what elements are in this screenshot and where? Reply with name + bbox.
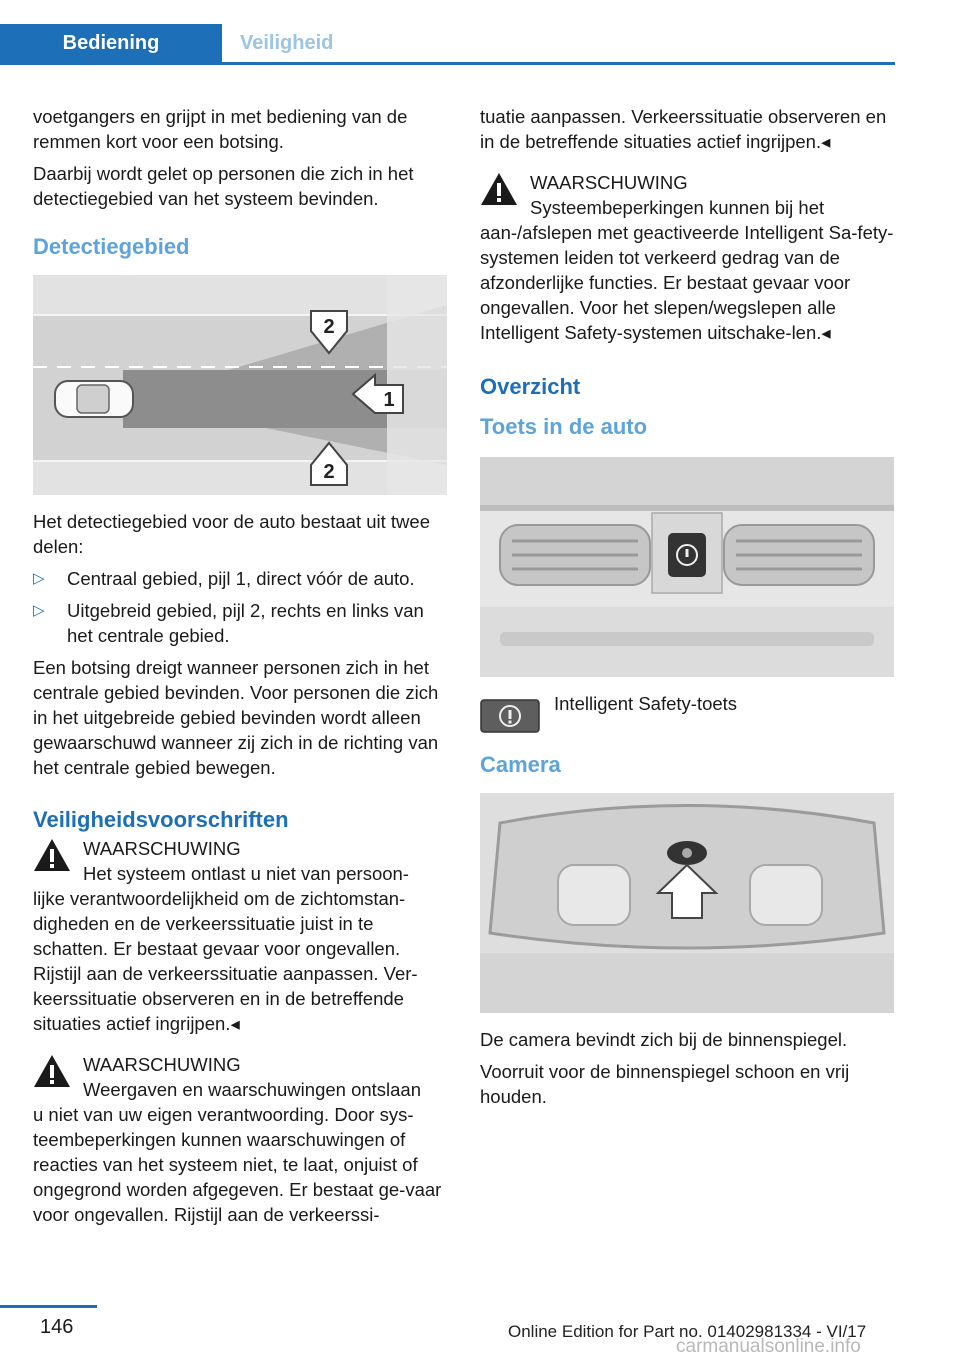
paragraph: De camera bevindt zich bij de binnenspiegel.	[480, 1029, 848, 1050]
tab-bediening[interactable]: Bediening	[0, 24, 222, 62]
watermark: carmanualsonline.info	[676, 1336, 861, 1357]
air-vent-left	[500, 525, 650, 585]
triangle-bullet-icon: ▷	[33, 570, 45, 587]
warning-text: Het systeem ontlast u niet van persoon-	[83, 863, 409, 884]
list-item: ▷ Centraal gebied, pijl 1, direct vóór de auto.	[33, 568, 415, 589]
detection-area-diagram	[33, 275, 447, 495]
warning-text: lijke verantwoordelijkheid om de zichtomstan-digheden en de verkeerssituatie juist in te schatten. Er bestaat gevaar voor ongevallen. Rijstijl aan de verkeerssituatie aanpassen. Ver-keerssituatie observeren en in de betreffende situaties actief ingrijpen.◂	[33, 888, 418, 1034]
figure-label: 2	[323, 461, 335, 483]
warning-text: Weergaven en waarschuwingen ontslaan	[83, 1079, 422, 1100]
footer-accent-line	[0, 1305, 97, 1308]
left-column	[33, 104, 449, 1227]
warning-text: u niet van uw eigen verantwoording. Door sys-teembeperkingen kunnen waarschuwingen of reacties van het systeem niet, te laat, onjuist of ongegrond worden afgegeven. Er bestaat ge-vaar voor ongevallen. Rijstijl aan de verkeerssi-	[33, 1104, 442, 1225]
warning-text: Systeembeperkingen kunnen bij het	[530, 197, 825, 218]
triangle-bullet-icon: ▷	[33, 602, 45, 619]
paragraph: voetgangers en grijpt in met bediening van de remmen kort voor een botsing.	[33, 106, 408, 152]
warning-title: WAARSCHUWING	[83, 1054, 241, 1075]
warning-title: WAARSCHUWING	[530, 172, 688, 193]
warning-block	[33, 1052, 449, 1227]
warning-text: aan-/afslepen met geactiveerde Intelligent Sa-fety-systemen leiden tot verkeerd gedrag van de afzonderlijke functies. Er bestaat gevaar voor ongevallen. Voor het slepen/wegslepen alle Intelligent Safety-systemen uitschake-len.◂	[480, 222, 894, 343]
seat-left	[558, 865, 630, 925]
edition-info: Online Edition for Part no. 01402981334 - VI/17	[508, 1322, 867, 1341]
paragraph: Het detectiegebied voor de auto bestaat uit twee delen:	[33, 511, 430, 557]
button-caption-row	[480, 691, 896, 743]
air-vent-right	[724, 525, 874, 585]
camera-icon	[667, 841, 707, 865]
detection-area-figure	[33, 275, 447, 495]
tab-veiligheid[interactable]: Veiligheid	[240, 32, 334, 54]
heading-detectiegebied: Detectiegebied	[33, 234, 190, 259]
right-column	[480, 104, 896, 1116]
windshield-camera-photo	[480, 793, 894, 1013]
warning-block	[480, 170, 896, 345]
warning-triangle-icon	[33, 838, 71, 872]
warning-triangle-icon	[480, 172, 518, 206]
figure-label: 2	[323, 316, 335, 338]
dashboard-button-photo	[480, 457, 894, 677]
list-item: ▷ Uitgebreid gebied, pijl 2, rechts en links van het centrale gebied.	[33, 600, 424, 646]
warning-triangle-icon	[33, 1054, 71, 1088]
warning-block	[33, 836, 449, 1036]
heading-overzicht: Overzicht	[480, 374, 581, 399]
paragraph: Daarbij wordt gelet op personen die zich in het detectiegebied van het systeem bevinden.	[33, 163, 414, 209]
paragraph: tuatie aanpassen. Verkeerssituatie observeren en in de betreffende situaties actief ingrijpen.◂	[480, 106, 887, 152]
intelligent-safety-button-icon	[668, 533, 706, 577]
heading-toets-in-de-auto: Toets in de auto	[480, 414, 648, 439]
seat-right	[750, 865, 822, 925]
dashboard-illustration	[480, 457, 894, 677]
heading-camera: Camera	[480, 752, 561, 777]
figure-label: 1	[383, 389, 395, 411]
button-caption: Intelligent Safety-toets	[554, 693, 738, 714]
paragraph: Voorruit voor de binnenspiegel schoon en vrij houden.	[480, 1061, 850, 1107]
paragraph: Een botsing dreigt wanneer personen zich in het centrale gebied bevinden. Voor personen die zich in het uitgebreide gebied bevinden wordt alleen gewaarschuwd wanneer zij zich in de richting van het centrale gebied bewegen.	[33, 657, 439, 778]
chapter-tabs	[0, 24, 895, 65]
warning-title: WAARSCHUWING	[83, 838, 241, 859]
safety-button-icon	[480, 699, 540, 733]
page-number: 146	[40, 1316, 74, 1338]
windshield-illustration	[480, 793, 894, 1013]
car-icon	[55, 381, 133, 417]
heading-veiligheidsvoorschriften: Veiligheidsvoorschriften	[33, 807, 289, 832]
